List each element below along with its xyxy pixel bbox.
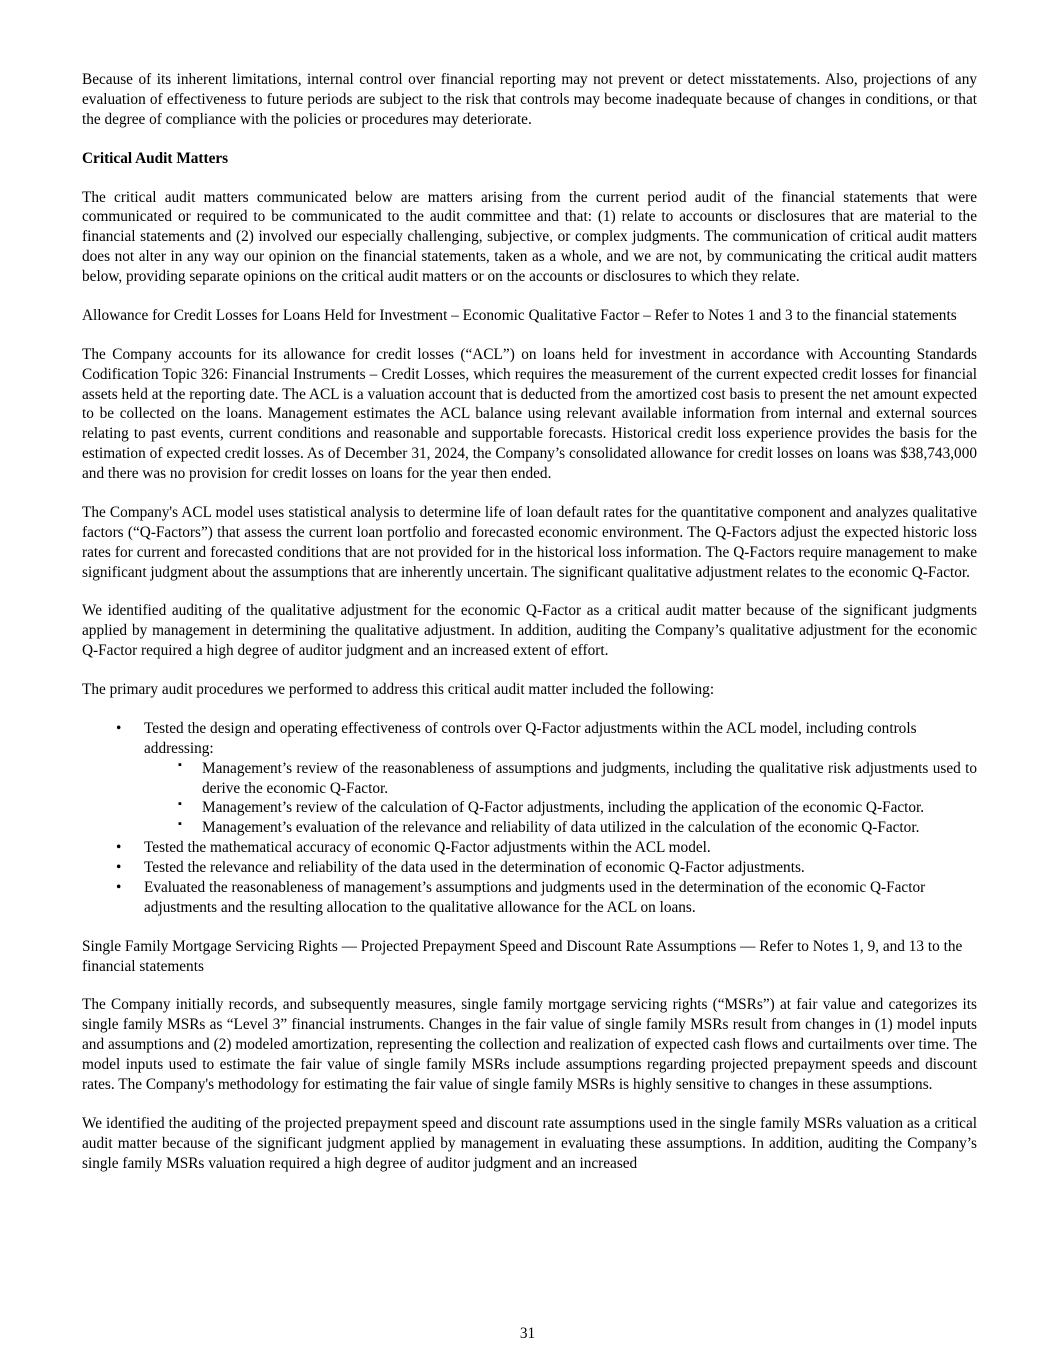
cam-1-procedures-lead-in: The primary audit procedures we performed to address this critical audit matter included the following:: [82, 681, 715, 698]
list-item: [144, 818, 977, 838]
section-heading-critical-audit-matters: Critical Audit Matters: [82, 149, 229, 167]
list-item: [144, 798, 977, 818]
list-item: [82, 719, 977, 838]
square-bullet-icon: ▪: [178, 818, 182, 831]
list-item-text: Tested the relevance and reliability of the data used in the determination of economic Q-Factor adjustments.: [144, 859, 805, 876]
list-item: [82, 838, 977, 858]
cam-2-title: Single Family Mortgage Servicing Rights — Projected Prepayment Speed and Discount Rate Assumptions — Refer to Notes 1, 9, and 13 to the financial statements: [82, 937, 963, 975]
cam-2-paragraph-2: We identified the auditing of the projected prepayment speed and discount rate assumptions used in the single family MSRs valuation as a critical audit matter because of the significant judgment applied by management in evaluating these assumptions. In addition, auditing the Company’s single family MSRs valuation required a high degree of auditor judgment and an increased: [82, 1114, 977, 1172]
list-item: [144, 759, 977, 799]
list-item-text: Management’s evaluation of the relevance and reliability of data utilized in the calculation of the economic Q-Factor.: [202, 819, 920, 837]
page-number: 31: [519, 1325, 536, 1342]
list-item: [82, 878, 977, 918]
cam-1-title: Allowance for Credit Losses for Loans Held for Investment – Economic Qualitative Factor – Refer to Notes 1 and 3 to the financial statements: [82, 306, 957, 324]
list-item-text: Management’s review of the calculation of Q-Factor adjustments, including the application of the economic Q-Factor.: [202, 799, 925, 817]
audit-procedures-list: [82, 719, 977, 918]
list-item-text: Management’s review of the reasonableness of assumptions and judgments, including the qualitative risk adjustments used to derive the economic Q-Factor.: [202, 759, 977, 797]
audit-procedures-sublist: [144, 759, 977, 839]
cam-2-paragraph-1: The Company initially records, and subsequently measures, single family mortgage servicing rights (“MSRs”) at fair value and categorizes its single family MSRs as “Level 3” financial instruments. Changes in the fair value of single family MSRs result from changes in (1) model inputs and assumptions and (2) modeled amortization, representing the collection and realization of expected cash flows and curtailments over time. The model inputs used to estimate the fair value of single family MSRs include assumptions regarding projected prepayment speeds and discount rates. The Company's methodology for estimating the fair value of single family MSRs is highly sensitive to changes in these assumptions.: [82, 996, 977, 1093]
list-item-text: Tested the design and operating effectiveness of controls over Q-Factor adjustments within the ACL model, including controls addressing:: [144, 719, 917, 757]
paragraph-internal-control-limitations: Because of its inherent limitations, internal control over financial reporting may not prevent or detect misstatements. Also, projections of any evaluation of effectiveness to future periods are subject to the risk that controls may become inadequate because of changes in conditions, or that the degree of compliance with the policies or procedures may deteriorate.: [82, 71, 977, 128]
square-bullet-icon: ▪: [178, 798, 182, 811]
square-bullet-icon: ▪: [178, 758, 182, 771]
list-item: [82, 858, 977, 878]
bullet-icon: •: [116, 839, 122, 857]
list-item-text: Evaluated the reasonableness of management’s assumptions and judgments used in the determination of the economic Q-Factor adjustments and the resulting allocation to the qualitative allowance for the ACL on loans.: [144, 878, 926, 916]
bullet-icon: •: [116, 719, 122, 737]
paragraph-cam-introduction: The critical audit matters communicated below are matters arising from the current period audit of the financial statements that were communicated or required to be communicated to the audit committee and that: (1) relate to accounts or disclosures that are material to the financial statements and (2) involved our especially challenging, subjective, or complex judgments. The communication of critical audit matters does not alter in any way our opinion on the financial statements, taken as a whole, and we are not, by communicating the critical audit matters below, providing separate opinions on the critical audit matters or on the accounts or disclosures to which they relate.: [82, 188, 977, 285]
bullet-icon: •: [116, 859, 122, 876]
cam-1-paragraph-2: The Company's ACL model uses statistical analysis to determine life of loan default rates for the quantitative component and analyzes qualitative factors (“Q-Factors”) that assess the current loan portfolio and forecasted economic environment. The Q-Factors adjust the expected historic loss rates for current and forecasted conditions that are not provided for in the historical loss information. The Q-Factors require management to make significant judgment about the assumptions that are inherently uncertain. The significant qualitative adjustment relates to the economic Q-Factor.: [82, 503, 977, 581]
list-item-text: Tested the mathematical accuracy of economic Q-Factor adjustments within the ACL model.: [144, 839, 711, 857]
bullet-icon: •: [116, 878, 122, 896]
cam-1-paragraph-3: We identified auditing of the qualitative adjustment for the economic Q-Factor as a critical audit matter because of the significant judgments applied by management in determining the qualitative adjustment. In addition, auditing the Company’s qualitative adjustment for the economic Q-Factor required a high degree of auditor judgment and an increased extent of effort.: [82, 602, 977, 660]
cam-1-paragraph-1: The Company accounts for its allowance for credit losses (“ACL”) on loans held for investment in accordance with Accounting Standards Codification Topic 326: Financial Instruments – Credit Losses, which requires the measurement of the current expected credit losses for financial assets held at the reporting date. The ACL is a valuation account that is deducted from the amortized cost basis to present the net amount expected to be collected on the loans. Management estimates the ACL balance using relevant available information from internal and external sources relating to past events, current conditions and reasonable and supportable forecasts. Historical credit loss experience provides the basis for the estimation of expected credit losses. As of December 31, 2024, the Company’s consolidated allowance for credit losses on loans was $38,743,000 and there was no provision for credit losses on loans for the year then ended.: [82, 345, 977, 482]
